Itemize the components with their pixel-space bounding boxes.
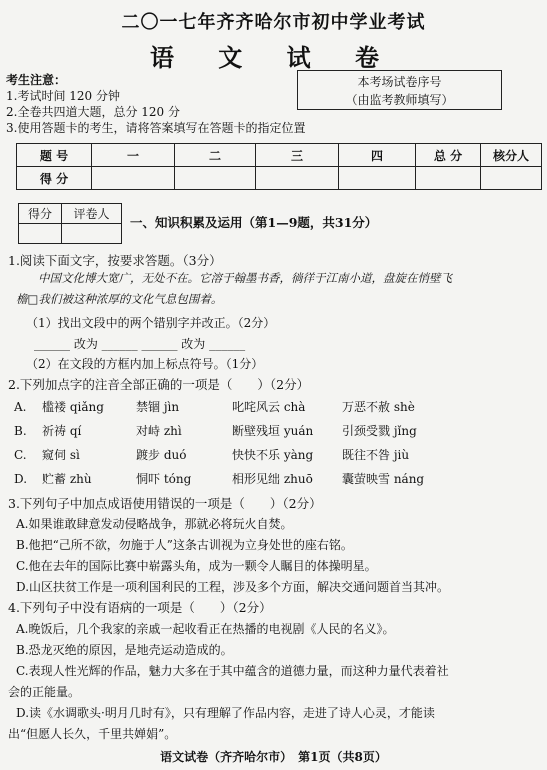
score-table-score-row: [17, 167, 542, 190]
question-1-passage: 檐□我们被这种浓厚的文化气息包围着。: [16, 292, 223, 306]
score-cell[interactable]: [256, 167, 339, 190]
question-3-option-d[interactable]: D.山区扶贫工作是一项利国利民的工程，涉及多个方面，解决交通问题首当其冲。: [16, 580, 450, 594]
question-1-answer-blanks[interactable]: ______ 改为 ______ ______ 改为 ______: [34, 337, 246, 351]
score-cell[interactable]: [416, 167, 481, 190]
option-item: 既往不咎 jiù: [342, 448, 410, 462]
option-item: 窥伺 sì: [42, 448, 80, 462]
score-header-cell: 二: [175, 144, 256, 167]
option-item: 槛褛 qiǎng: [42, 400, 104, 414]
score-cell[interactable]: [481, 167, 542, 190]
score-header-cell: 四: [339, 144, 416, 167]
option-item: 引颈受戮 jǐng: [342, 424, 417, 438]
option-item: 贮蓄 zhù: [42, 472, 92, 486]
question-4-option-c[interactable]: C.表现人性光辉的作品，魅力大多在于其中蕴含的道德力量，而这种力量代表着社: [16, 664, 449, 678]
score-cell[interactable]: [175, 167, 256, 190]
exam-title: 二〇一七年齐齐哈尔市初中学业考试: [121, 12, 426, 33]
grader-table: [18, 203, 122, 244]
option-item: 祈祷 qí: [42, 424, 82, 438]
question-2-option-a[interactable]: [14, 398, 415, 415]
grader-score-label: 得分: [19, 204, 62, 224]
notice-item: 3.使用答题卡的考生，请将答案填写在答题卡的指定位置: [6, 121, 306, 135]
question-4-stem: 4.下列句子中没有语病的一项是（ ）（2分）: [8, 600, 272, 615]
grader-label: 评卷人: [62, 204, 122, 224]
option-item: 断壁残垣 yuán: [232, 424, 314, 438]
section-heading: 一、知识积累及运用（第1—9题，共31分）: [130, 215, 378, 230]
notice-heading: 考生注意：: [6, 73, 67, 87]
notice-item: 1.考试时间 120 分钟: [6, 89, 120, 103]
option-letter: A.: [14, 400, 27, 414]
score-cell[interactable]: [339, 167, 416, 190]
question-4-option-d-cont: 出“但愿人长久，千里共婵娟”。: [8, 727, 177, 741]
question-1-sub1: （1）找出文段中的两个错别字并改正。（2分）: [26, 316, 276, 330]
option-item: 叱咤风云 chà: [232, 400, 306, 414]
question-2-option-c[interactable]: [14, 446, 409, 463]
question-1-sub2: （2）在文段的方框内加上标点符号。（1分）: [26, 357, 264, 371]
option-item: 万恶不赦 shè: [342, 400, 415, 414]
option-item: 踱步 duó: [136, 448, 187, 462]
score-cell[interactable]: [92, 167, 175, 190]
seat-number-box[interactable]: [297, 70, 502, 110]
score-header-cell: 一: [92, 144, 175, 167]
option-item: 相形见绌 zhuō: [232, 472, 313, 486]
question-4-option-c-cont: 会的正能量。: [8, 685, 81, 699]
exam-subtitle: 语 文 试 卷: [149, 43, 398, 72]
question-4-option-b[interactable]: B.恐龙灭绝的原因，是地壳运动造成的。: [16, 643, 233, 657]
question-3-option-c[interactable]: C.他在去年的国际比赛中崭露头角，成为一颗令人瞩目的体操明星。: [16, 559, 377, 573]
score-header-cell: 三: [256, 144, 339, 167]
option-letter: C.: [14, 448, 27, 462]
question-1-passage: 中国文化博大宽广，无处不在。它溶于翰墨书香，徜徉于江南小道，盘旋在悄壁飞: [38, 271, 452, 285]
score-table: [16, 143, 542, 190]
question-1-stem: 1.阅读下面文字，按要求答题。（3分）: [8, 253, 222, 268]
question-2-stem: 2.下列加点字的注音全部正确的一项是（ ）（2分）: [8, 377, 310, 392]
option-item: 对峙 zhì: [136, 424, 182, 438]
question-4-option-a[interactable]: A.晚饭后，几个我家的亲戚一起收看正在热播的电视剧《人民的名义》。: [16, 622, 395, 636]
question-2-option-d[interactable]: [14, 470, 424, 487]
page-footer: 语文试卷（齐齐哈尔市） 第1页（共8页）: [160, 750, 387, 764]
grader-score-cell[interactable]: [19, 224, 62, 244]
grader-name-cell[interactable]: [62, 224, 122, 244]
score-header-cell: 总 分: [416, 144, 481, 167]
seat-box-line2: （由监考教师填写）: [345, 93, 454, 107]
seat-box-line1: 本考场试卷序号: [357, 75, 442, 89]
question-2-option-b[interactable]: [14, 422, 417, 439]
option-item: 囊萤映雪 náng: [342, 472, 425, 486]
score-table-header-row: [17, 144, 542, 167]
question-4-option-d[interactable]: D.读《水调歌头·明月几时有》，只有理解了作品内容，走进了诗人心灵，才能读: [16, 706, 435, 720]
score-row-label: 得 分: [17, 167, 92, 190]
question-3-option-a[interactable]: A.如果谁敢肆意发动侵略战争，那就必将玩火自焚。: [16, 517, 293, 531]
option-item: 恫吓 tóng: [136, 472, 192, 486]
question-3-stem: 3.下列句子中加点成语使用错误的一项是（ ）（2分）: [8, 496, 322, 511]
question-3-option-b[interactable]: B.他把“己所不欲，勿施于人”这条古训视为立身处世的座右铭。: [16, 538, 353, 552]
score-header-cell: 题 号: [17, 144, 92, 167]
option-item: 禁锢 jìn: [136, 400, 180, 414]
notice-item: 2.全卷共四道大题，总分 120 分: [6, 105, 180, 119]
option-item: 快快不乐 yàng: [232, 448, 314, 462]
score-header-cell: 核分人: [481, 144, 542, 167]
option-letter: B.: [14, 424, 27, 438]
option-letter: D.: [14, 472, 28, 486]
